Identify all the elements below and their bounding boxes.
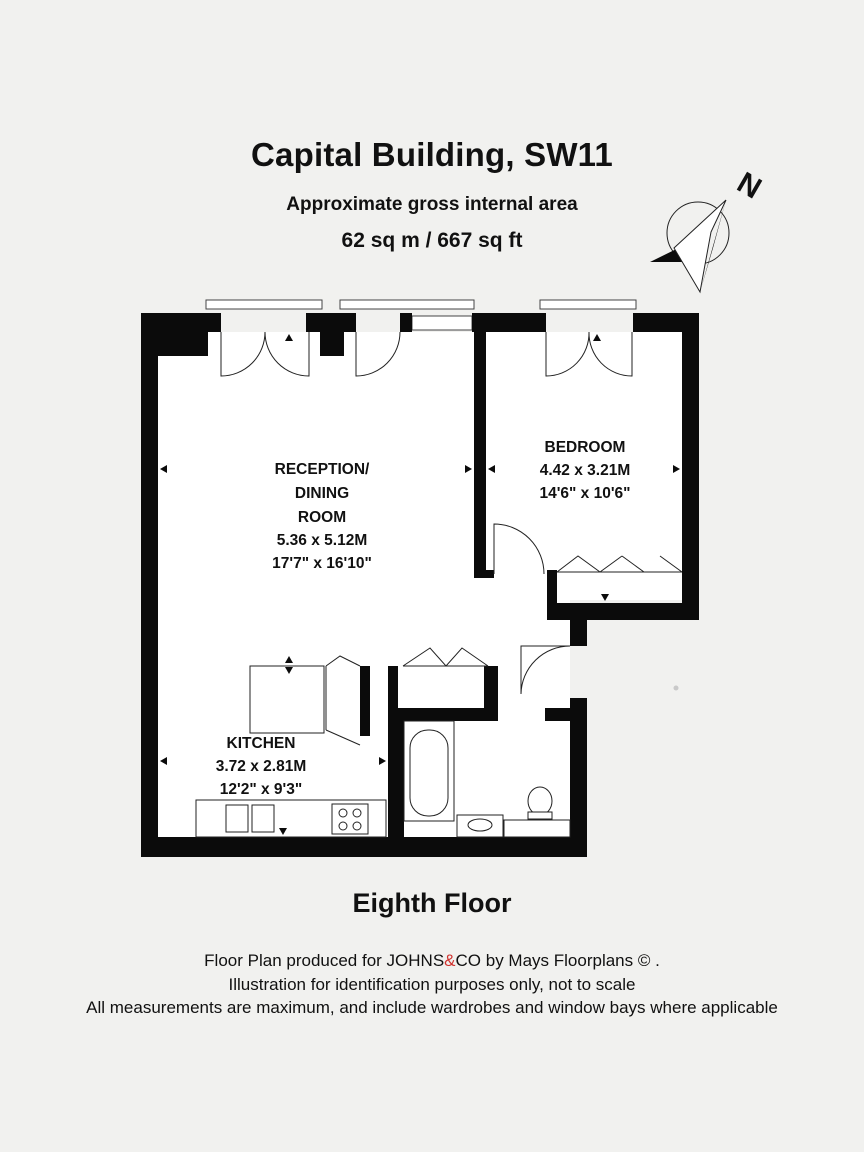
- room-label-kitchen: [216, 735, 306, 798]
- area-caption: Approximate gross internal area: [286, 194, 578, 215]
- footer-measurements-note: All measurements are maximum, and include wardrobes and window bays where applicable: [86, 998, 778, 1017]
- hob-icon: [332, 804, 368, 834]
- toilet-icon: [528, 787, 552, 815]
- watermark-dot-right: [674, 686, 679, 691]
- kitchen-imperial: 12'2" x 9'3": [219, 781, 303, 798]
- room-label-bedroom: [539, 439, 630, 502]
- kitchen-island: [250, 666, 324, 733]
- footer-credit-pre: Floor Plan produced for JOHNS: [204, 951, 445, 970]
- reception-metric: 5.36 x 5.12M: [276, 532, 368, 549]
- floor-label: Eighth Floor: [352, 888, 512, 918]
- bedroom-metric: 4.42 x 3.21M: [539, 462, 631, 479]
- reception-name-line2: DINING: [294, 485, 350, 502]
- reception-imperial: 17'7" x 16'10": [272, 555, 372, 572]
- kitchen-name: KITCHEN: [226, 735, 296, 752]
- ampersand-logo: &: [444, 951, 456, 970]
- sink-icon: [226, 805, 248, 832]
- reception-name-line3: ROOM: [297, 509, 347, 526]
- balcony-rails: [206, 300, 636, 330]
- kitchen-metric: 3.72 x 2.81M: [215, 758, 307, 775]
- footer-credit: [0, 951, 864, 971]
- bedroom-name: BEDROOM: [544, 439, 626, 456]
- north-arrow-icon: [650, 166, 767, 292]
- reception-name-line1: RECEPTION/: [274, 461, 370, 478]
- footer-credit-post: CO by Mays Floorplans © .: [455, 951, 660, 970]
- bedroom-imperial: 14'6" x 10'6": [539, 485, 631, 502]
- footer-disclaimer: Illustration for identification purposes only, not to scale: [228, 975, 636, 994]
- compass-label: N: [731, 166, 767, 206]
- page-title: Capital Building, SW11: [251, 136, 613, 173]
- area-value: 62 sq m / 667 sq ft: [341, 229, 523, 252]
